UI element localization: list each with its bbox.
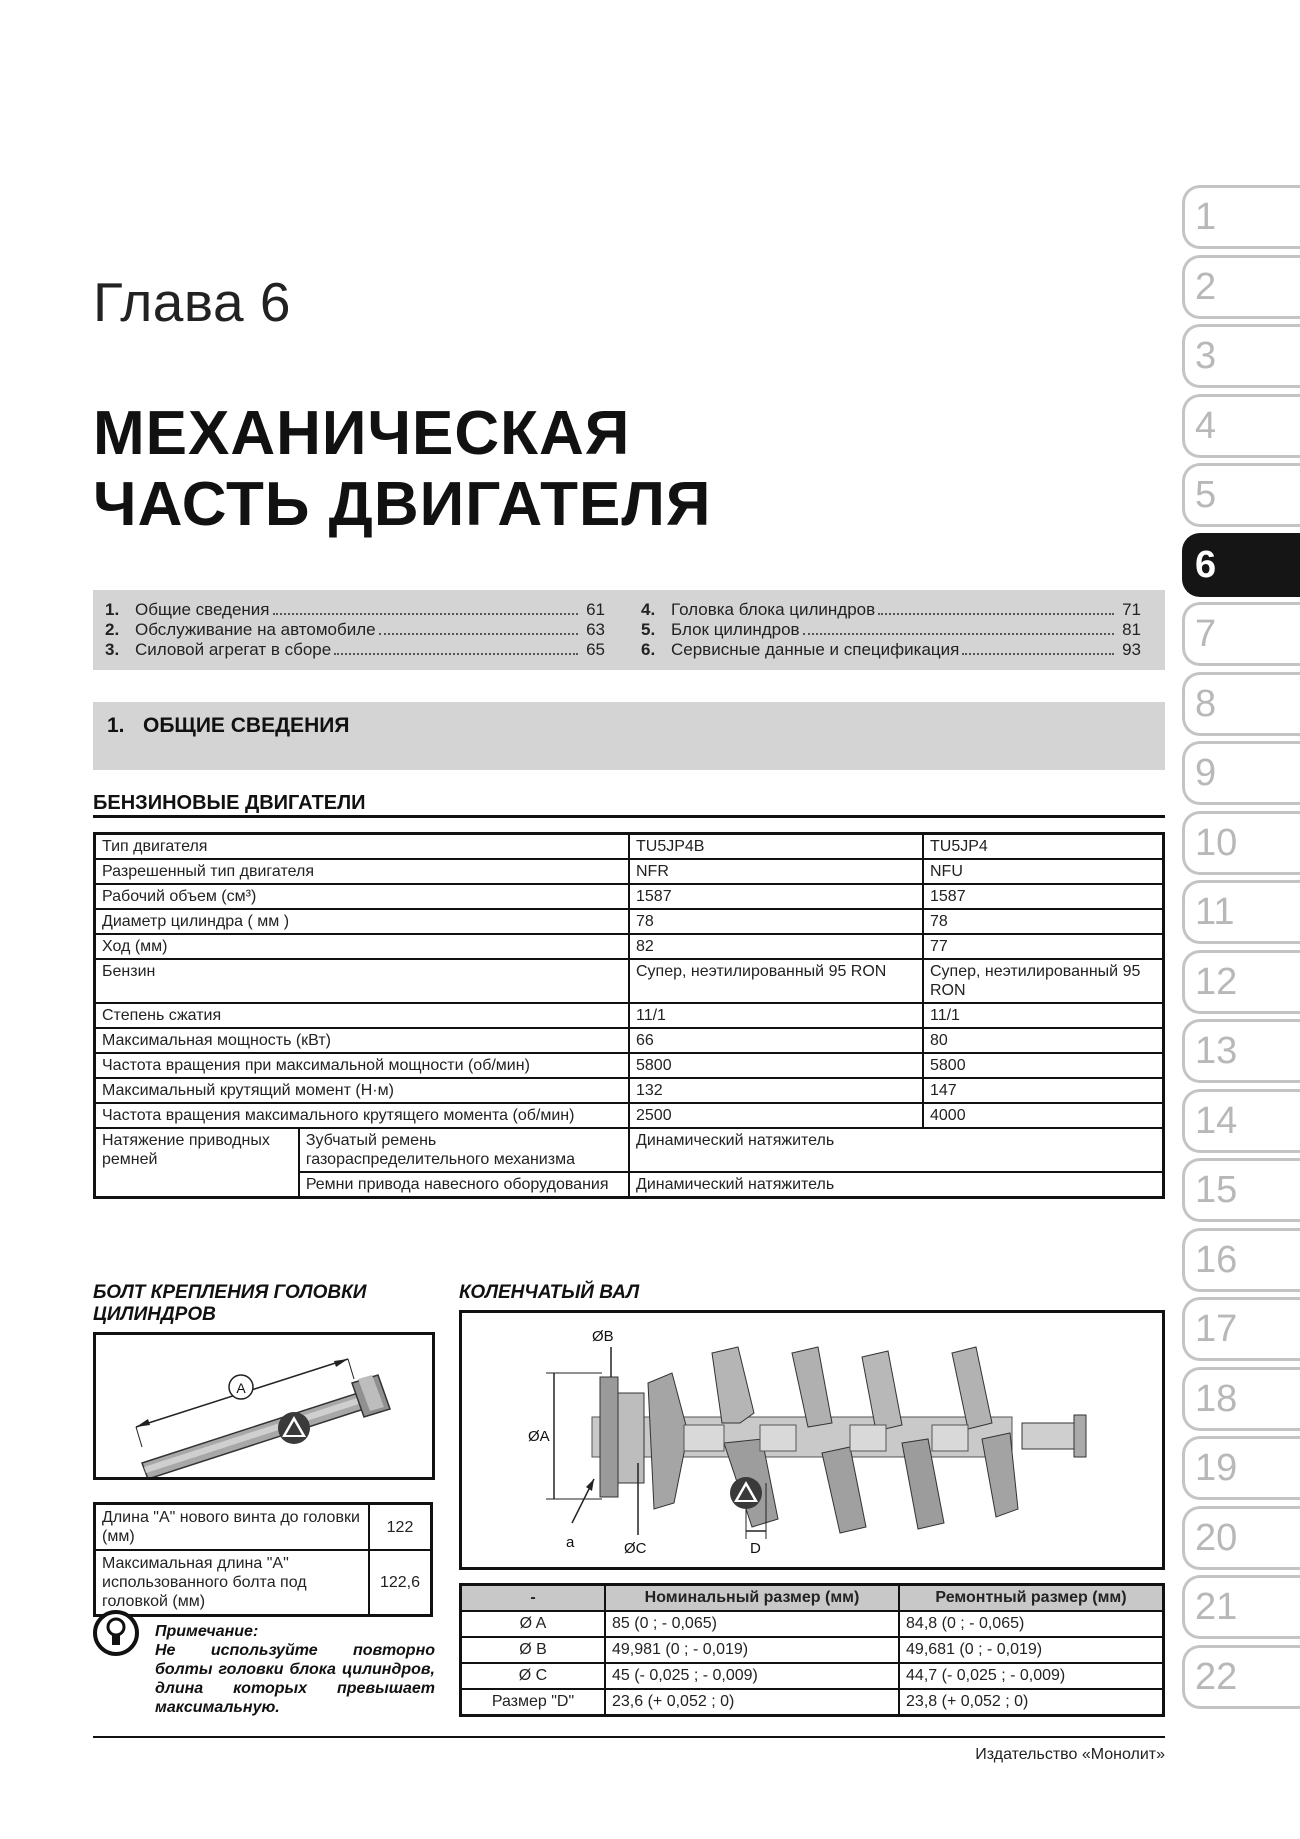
tab-chapter-5[interactable] bbox=[1182, 463, 1300, 527]
tab-chapter-2[interactable] bbox=[1182, 255, 1300, 319]
table-row: Натяжение приводных ремней Зубчатый ремень газораспределительного механизма Динамический натяжитель bbox=[95, 1128, 1164, 1172]
tab-label: 12 bbox=[1195, 960, 1238, 1003]
tab-label: 7 bbox=[1195, 613, 1217, 655]
tab-label: 19 bbox=[1195, 1447, 1238, 1489]
tab-chapter-16[interactable] bbox=[1182, 1228, 1300, 1292]
toc-item[interactable]: 5. Блок цилиндров 81 bbox=[641, 620, 1141, 639]
toc-item[interactable]: 1. Общие сведения 61 bbox=[105, 600, 605, 619]
toc-item[interactable]: 6. Сервисные данные и спецификация 93 bbox=[641, 640, 1141, 659]
chapter-toc bbox=[93, 590, 1165, 670]
tab-label: 5 bbox=[1195, 474, 1217, 516]
table-row: Рабочий объем (см³) 1587 1587 bbox=[95, 884, 1164, 909]
tab-label: 16 bbox=[1195, 1238, 1238, 1281]
table-row: Размер "D" 23,6 (+ 0,052 ; 0) 23,8 (+ 0,052 ; 0) bbox=[461, 1689, 1164, 1716]
tab-label: 17 bbox=[1195, 1308, 1238, 1350]
tab-label: 22 bbox=[1195, 1655, 1238, 1698]
section-number: 1. bbox=[107, 714, 125, 737]
tab-chapter-3[interactable] bbox=[1182, 324, 1300, 388]
table-row: Ø A 85 (0 ; - 0,065) 84,8 (0 ; - 0,065) bbox=[461, 1611, 1164, 1637]
divider bbox=[93, 815, 1165, 818]
crankshaft-heading: КОЛЕНЧАТЫЙ ВАЛ bbox=[459, 1282, 640, 1303]
tab-label: 3 bbox=[1195, 335, 1217, 377]
toc-item[interactable]: 2. Обслуживание на автомобиле 63 bbox=[105, 620, 605, 639]
tab-chapter-7[interactable] bbox=[1182, 602, 1300, 666]
toc-column-right bbox=[641, 600, 1141, 660]
toc-column-left bbox=[105, 600, 605, 660]
note-block bbox=[155, 1622, 435, 1717]
section-header bbox=[93, 702, 1165, 770]
tab-chapter-4[interactable] bbox=[1182, 394, 1300, 458]
table-row: Частота вращения максимального крутящего момента (об/мин) 2500 4000 bbox=[95, 1103, 1164, 1128]
tab-chapter-15[interactable] bbox=[1182, 1158, 1300, 1222]
dimension-a-label: ØA bbox=[528, 1428, 550, 1445]
tab-chapter-9[interactable] bbox=[1182, 741, 1300, 805]
tab-chapter-11[interactable] bbox=[1182, 880, 1300, 944]
dimension-c-label: ØC bbox=[624, 1540, 647, 1557]
note-text: Не используйте повторно болты головки блока цилиндров, длина которых превышает максимальную. bbox=[155, 1642, 435, 1716]
table-row: Длина "А" нового винта до головки (мм) 122 bbox=[95, 1504, 432, 1551]
tab-label: 9 bbox=[1195, 752, 1217, 794]
table-row: Ø C 45 (- 0,025 ; - 0,009) 44,7 (- 0,025 ; - 0,009) bbox=[461, 1663, 1164, 1689]
tab-label: 21 bbox=[1195, 1586, 1238, 1628]
tab-label: 14 bbox=[1195, 1099, 1238, 1142]
tab-chapter-6[interactable] bbox=[1182, 533, 1300, 597]
chapter-title-line-2: ЧАСТЬ ДВИГАТЕЛЯ bbox=[93, 470, 712, 539]
tab-label: 1 bbox=[1195, 196, 1217, 238]
tab-label: 2 bbox=[1195, 265, 1217, 308]
tab-label: 10 bbox=[1195, 821, 1238, 864]
bolt-dimension-label: A bbox=[236, 1380, 246, 1396]
note-icon bbox=[93, 1610, 139, 1656]
note-title: Примечание: bbox=[155, 1623, 259, 1640]
crankshaft-table bbox=[459, 1583, 1165, 1717]
table-row: Диаметр цилиндра ( мм ) 78 78 bbox=[95, 909, 1164, 934]
tab-chapter-19[interactable] bbox=[1182, 1436, 1300, 1500]
table-row: Ремни привода навесного оборудования Динамический натяжитель bbox=[95, 1172, 1164, 1198]
section-title: ОБЩИЕ СВЕДЕНИЯ bbox=[143, 714, 350, 737]
table-row: Частота вращения при максимальной мощности (об/мин) 5800 5800 bbox=[95, 1053, 1164, 1078]
crankshaft-illustration bbox=[462, 1313, 1162, 1567]
chapter-label: Глава 6 bbox=[93, 271, 291, 333]
chapter-title-line-1: МЕХАНИЧЕСКАЯ bbox=[93, 399, 631, 468]
tab-label: 20 bbox=[1195, 1516, 1238, 1559]
tab-chapter-17[interactable] bbox=[1182, 1297, 1300, 1361]
tab-chapter-22[interactable] bbox=[1182, 1645, 1300, 1709]
table-row: Ход (мм) 82 77 bbox=[95, 934, 1164, 959]
publisher-footer: Издательство «Монолит» bbox=[975, 1746, 1165, 1763]
dimension-b-label: ØB bbox=[592, 1328, 614, 1345]
tab-chapter-14[interactable] bbox=[1182, 1089, 1300, 1153]
tab-chapter-8[interactable] bbox=[1182, 672, 1300, 736]
tab-label: 4 bbox=[1195, 404, 1217, 447]
table-row: Степень сжатия 11/1 11/1 bbox=[95, 1003, 1164, 1028]
tab-chapter-1[interactable] bbox=[1182, 185, 1300, 249]
tab-label: 18 bbox=[1195, 1377, 1238, 1420]
tab-label: 15 bbox=[1195, 1169, 1238, 1211]
tab-chapter-18[interactable] bbox=[1182, 1367, 1300, 1431]
arrow-label: a bbox=[566, 1534, 575, 1551]
table-row: Максимальный крутящий момент (Н·м) 132 147 bbox=[95, 1078, 1164, 1103]
tab-chapter-20[interactable] bbox=[1182, 1506, 1300, 1570]
tab-chapter-10[interactable] bbox=[1182, 811, 1300, 875]
dimension-d-label: D bbox=[750, 1540, 761, 1557]
crankshaft-figure bbox=[459, 1310, 1165, 1570]
table-row: Тип двигателя TU5JP4B TU5JP4 bbox=[95, 834, 1164, 860]
petrol-engines-table bbox=[93, 832, 1165, 1199]
bolt-length-table bbox=[93, 1502, 433, 1617]
footer-divider bbox=[93, 1736, 1165, 1738]
bolt-heading: БОЛТ КРЕПЛЕНИЯ ГОЛОВКИ ЦИЛИНДРОВ bbox=[93, 1282, 367, 1325]
tab-label: 8 bbox=[1195, 682, 1217, 725]
tab-label: 13 bbox=[1195, 1030, 1238, 1072]
toc-item[interactable]: 4. Головка блока цилиндров 71 bbox=[641, 600, 1141, 619]
table-row: Ø B 49,981 (0 ; - 0,019) 49,681 (0 ; - 0,019) bbox=[461, 1637, 1164, 1663]
tab-chapter-12[interactable] bbox=[1182, 950, 1300, 1014]
table-row: Максимальная мощность (кВт) 66 80 bbox=[95, 1028, 1164, 1053]
table-row: Разрешенный тип двигателя NFR NFU bbox=[95, 859, 1164, 884]
tab-chapter-13[interactable] bbox=[1182, 1019, 1300, 1083]
tab-label: 6 bbox=[1195, 543, 1217, 586]
table-header-row: - Номинальный размер (мм) Ремонтный размер (мм) bbox=[461, 1585, 1164, 1612]
tab-chapter-21[interactable] bbox=[1182, 1575, 1300, 1639]
tab-label: 11 bbox=[1195, 891, 1235, 933]
bolt-illustration bbox=[96, 1335, 432, 1477]
bolt-figure bbox=[93, 1332, 435, 1480]
table-row: Максимальная длина "А" использованного болта под головкой (мм) 122,6 bbox=[95, 1550, 432, 1616]
table-row: Бензин Супер, неэтилированный 95 RON Супер, неэтилированный 95 RON bbox=[95, 959, 1164, 1003]
toc-item[interactable]: 3. Силовой агрегат в сборе 65 bbox=[105, 640, 605, 659]
petrol-engines-heading: БЕНЗИНОВЫЕ ДВИГАТЕЛИ bbox=[93, 792, 366, 814]
